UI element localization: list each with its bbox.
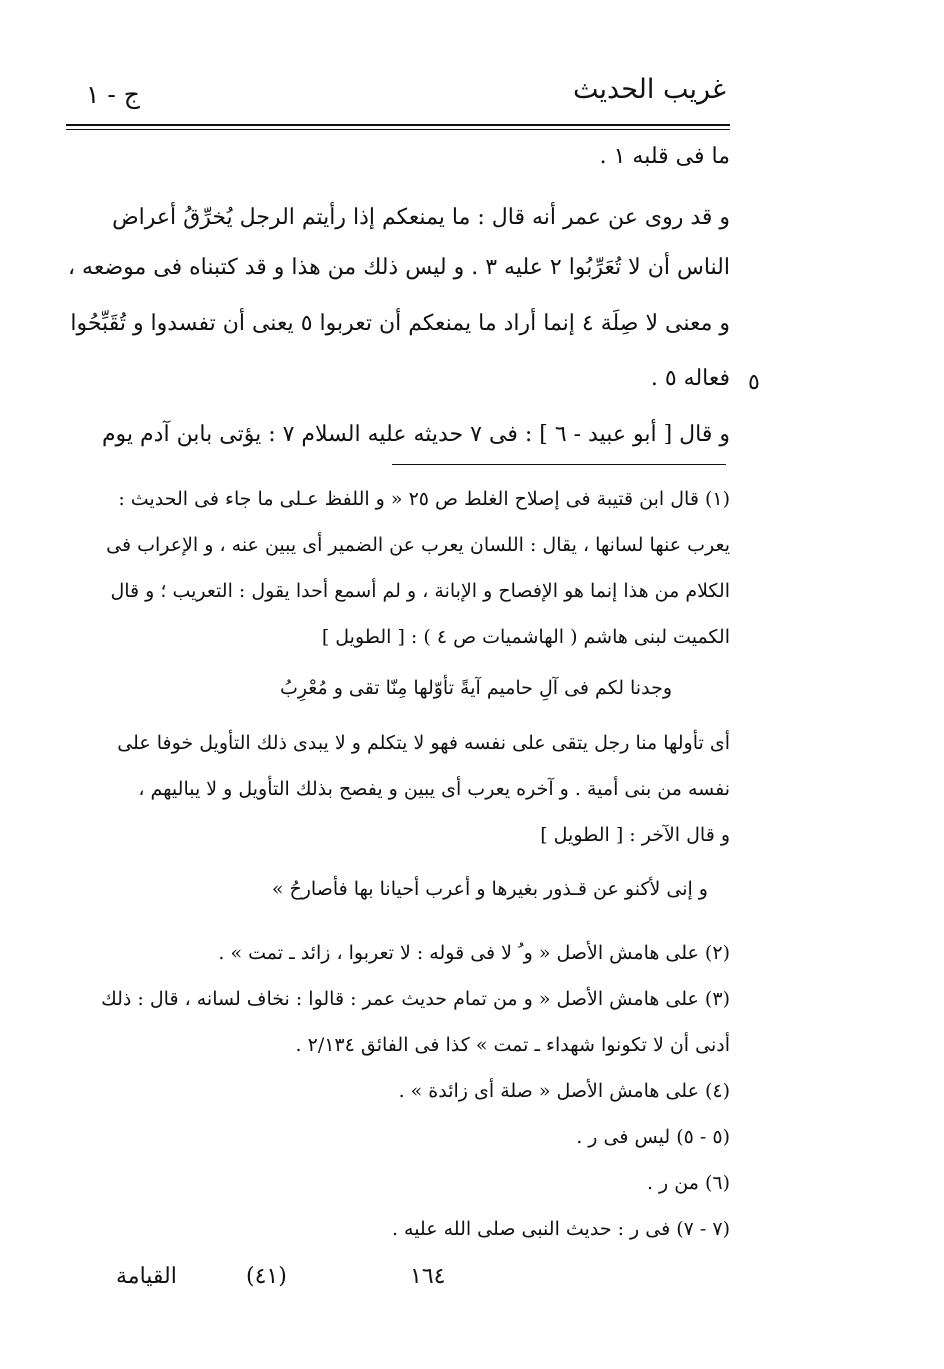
body-line: و معنى لا صِلَة ٤ إنما أراد ما يمنعكم أن تعربوا ٥ يعنى أن تفسدوا و تُقَبِّحُوا [70, 311, 730, 336]
verse-line: وجدنا لكم فى آلِ حاميم آيةً تأوّلها مِنّا تقى و مُعْرِبُ [279, 677, 672, 699]
footnote-line: أدنى أن لا تكونوا شهداء ـ تمت » كذا فى الفائق ٢/١٣٤ . [295, 1034, 730, 1056]
footnote-line: (١) قال ابن قتيبة فى إصلاح الغلط ص ٢٥ « و اللفظ عـلى ما جاء فى الحديث : [118, 488, 730, 510]
footnote-line: الكلام من هذا إنما هو الإفصاح و الإبانة ، و لم أسمع أحدا يقول : التعريب ؛ و قال [110, 580, 730, 602]
running-title: غريب الحديث [573, 74, 726, 105]
body-line: الناس أن لا تُعَرِّبُوا ٢ عليه ٣ . و ليس ذلك من هذا و قد كتبناه فى موضعه ، [67, 255, 730, 280]
body-line: و قد روى عن عمر أنه قال : ما يمنعكم إذا رأيتم الرجل يُخرِّقُ أعراض [112, 205, 730, 230]
footer-middle: (٤١) [246, 1264, 287, 1289]
header-rule-thick [66, 124, 730, 126]
verse-line: و إنى لأكنو عن قـذور بغيرها و أعرب أحيانا بها فأصارحُ » [271, 878, 708, 900]
footnote-line: (٦) من ر . [646, 1172, 730, 1194]
footnote-line: (٥ - ٥) ليس فى ر . [576, 1126, 730, 1148]
footnote-line: (٤) على هامش الأصل « صلة أى زائدة » . [398, 1080, 730, 1102]
body-line: ما فى قلبه ١ . [599, 144, 730, 169]
footnote-line: و قال الآخر : [ الطويل ] [540, 824, 730, 846]
footer-page-number: ١٦٤ [410, 1264, 446, 1289]
footnote-line: الكميت لبنى هاشم ( الهاشميات ص ٤ ) : [ الطويل ] [321, 626, 730, 648]
footnote-line: يعرب عنها لسانها ، يقال : اللسان يعرب عن الضمير أى يبين عنه ، و الإعراب فى [106, 534, 730, 556]
footer-left: القيامة [116, 1264, 177, 1289]
body-line: و قال [ أبو عبيد - ٦ ] : فى ٧ حديثه عليه السلام ٧ : يؤتى بابن آدم يوم [101, 422, 730, 447]
footnote-line: نفسه من بنى أمية . و آخره يعرب أى يبين و يفصح بذلك التأويل و لا يباليهم ، [138, 778, 730, 800]
header-rule-thin [66, 129, 730, 130]
line-number: ٥ [748, 370, 760, 395]
volume-number: ج - ١ [86, 80, 140, 109]
footnote-separator [392, 464, 726, 465]
footnote-line: (٣) على هامش الأصل « و من تمام حديث عمر : قالوا : نخاف لسانه ، قال : ذلك [101, 988, 730, 1010]
footnote-line: (٧ - ٧) فى ر : حديث النبى صلى الله عليه . [391, 1218, 730, 1240]
footnote-line: (٢) على هامش الأصل « و ُ لا فى قوله : لا تعربوا ، زائد ـ تمت » . [218, 942, 730, 964]
footnote-line: أى تأولها منا رجل يتقى على نفسه فهو لا يتكلم و لا يبدى ذلك التأويل خوفا على [117, 732, 730, 754]
body-line: فعاله ٥ . [650, 366, 730, 391]
